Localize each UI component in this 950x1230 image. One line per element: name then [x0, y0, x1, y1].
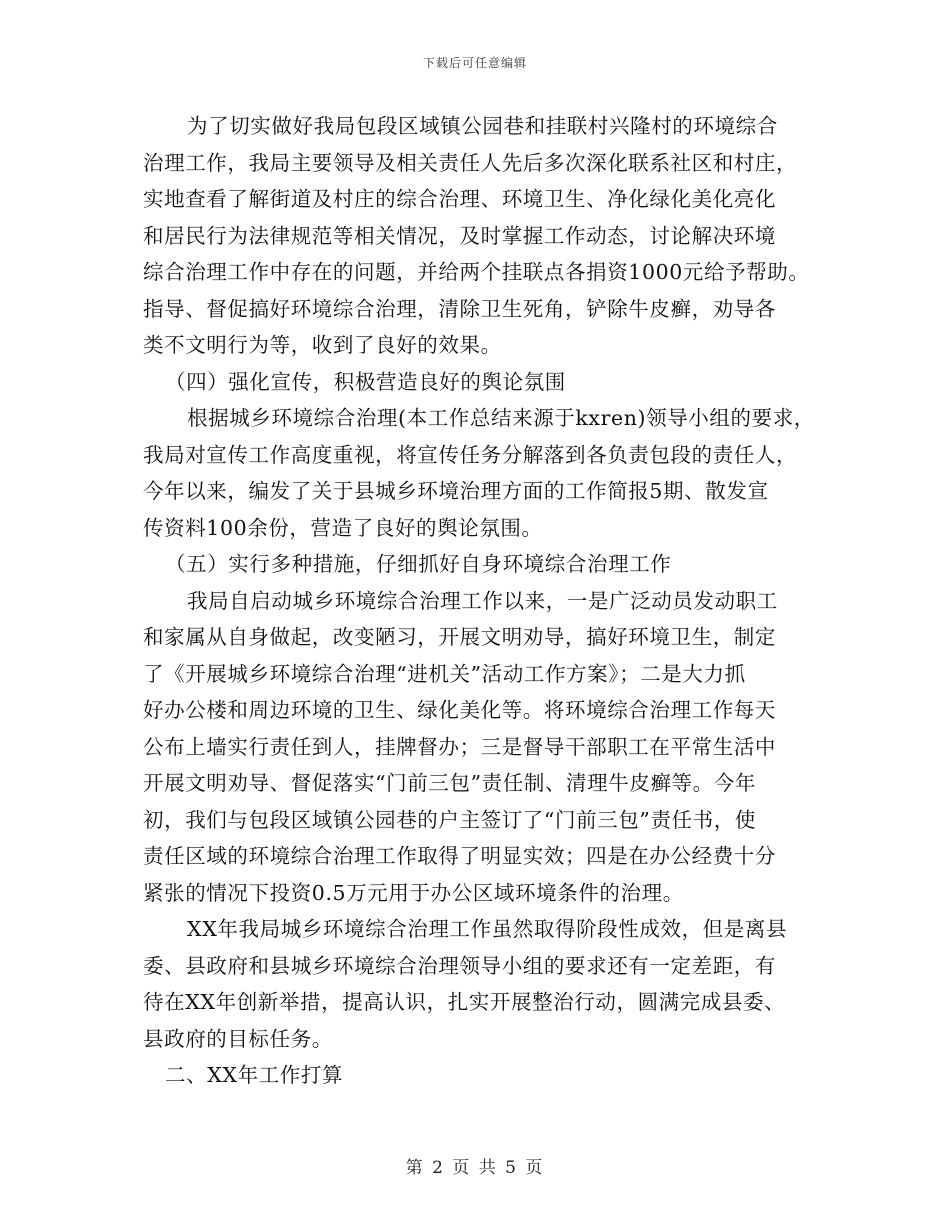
paragraph-line: 我局自启动城乡环境综合治理工作以来，一是广泛动员发动职工 [187, 588, 778, 613]
document-body [143, 108, 823, 1094]
paragraph-line: 开展文明劝导、督促落实“门前三包”责任制、清理牛皮癣等。今年 [143, 771, 756, 795]
paragraph-line: 责任区域的环境综合治理工作取得了明显实效；四是在办公经费十分 [143, 844, 776, 868]
paragraph-line: 类不文明行为等，收到了良好的效果。 [143, 333, 502, 357]
paragraph-line: 治理工作，我局主要领导及相关责任人先后多次深化联系社区和村庄， [143, 150, 798, 175]
paragraph-line: 了《开展城乡环境综合治理“进机关”活动工作方案》；二是大力抓 [143, 661, 746, 686]
section-heading: （四）强化宣传，积极营造良好的舆论氛围 [165, 369, 566, 394]
paragraph-line: 公布上墙实行责任到人，挂牌督办；三是督导干部职工在平常生活中 [143, 734, 776, 759]
paragraph-line: 好办公楼和周边环境的卫生、绿化美化等。将环境综合治理工作每天 [143, 698, 776, 722]
paragraph-line: 紧张的情况下投资0.5万元用于办公区域环境条件的治理。 [143, 880, 684, 905]
paragraph-line: 综合治理工作中存在的问题，并给两个挂联点各捐资1000元给予帮助。 [143, 260, 810, 284]
paragraph-line: 县政府的目标任务。 [143, 1026, 333, 1051]
paragraph-line: 初，我们与包段区域镇公园巷的户主签订了“门前三包”责任书，使 [143, 807, 756, 832]
paragraph-line: 指导、督促搞好环境综合治理，清除卫生死角，铲除牛皮癣，劝导各 [143, 296, 776, 321]
paragraph-line: 为了切实做好我局包段区域镇公园巷和挂联村兴隆村的环境综合 [187, 114, 778, 138]
paragraph-line: 我局对宣传工作高度重视，将宣传任务分解落到各负责包段的责任人， [143, 442, 798, 467]
paragraph-line: 委、县政府和县城乡环境综合治理领导小组的要求还有一定差距，有 [143, 953, 776, 978]
paragraph-line: 和居民行为法律规范等相关情况，及时掌握工作动态，讨论解决环境 [143, 223, 776, 248]
paragraph-line: 和家属从自身做起，改变陋习，开展文明劝导，搞好环境卫生，制定 [143, 625, 776, 649]
paragraph-line: 实地查看了解街道及村庄的综合治理、环境卫生、净化绿化美化亮化 [143, 187, 776, 211]
section-heading: 二、XX年工作打算 [165, 1063, 344, 1087]
page-header: 下载后可任意编辑 [422, 56, 527, 70]
paragraph-line: 待在XX年创新举措，提高认识，扎实开展整治行动，圆满完成县委、 [143, 990, 786, 1014]
paragraph-line: 传资料100余份，营造了良好的舆论氛围。 [143, 515, 543, 540]
page-footer: 第 2 页 共 5 页 [405, 1158, 545, 1178]
paragraph-line: XX年我局城乡环境综合治理工作虽然取得阶段性成效，但是离县 [187, 917, 788, 941]
paragraph-line: 今年以来，编发了关于县城乡环境治理方面的工作简报5期、散发宣 [143, 479, 769, 503]
paragraph-line: 根据城乡环境综合治理(本工作总结来源于kxren)领导小组的要求， [187, 406, 815, 430]
section-heading: （五）实行多种措施，仔细抓好自身环境综合治理工作 [165, 552, 672, 576]
